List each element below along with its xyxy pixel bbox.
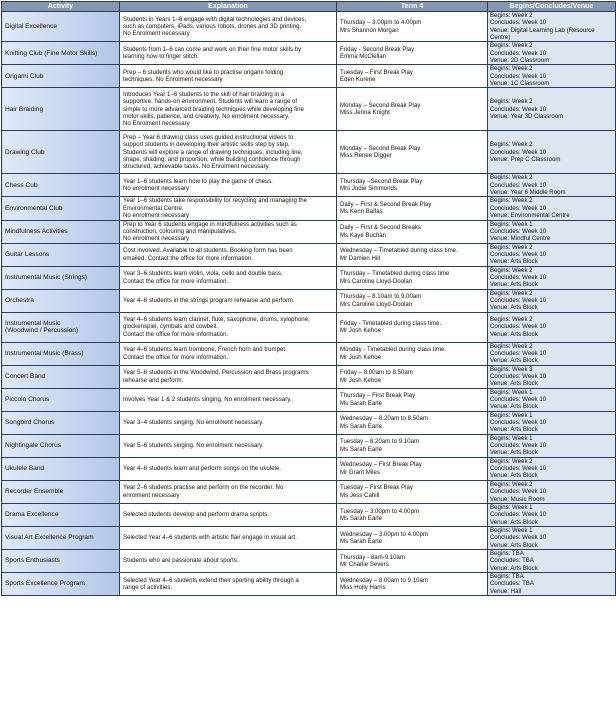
venue-cell <box>488 266 616 289</box>
term-line: Friday - Timetabled during class time. <box>340 319 442 327</box>
term-line: Mrs Caroline Lloyd-Doolan <box>340 300 413 308</box>
explanation-line: Prep to Year 6 students engage in mindfulness activities such as <box>123 220 297 228</box>
term-line: Tuesday – 3.00pm to 4.00pm <box>340 507 420 515</box>
explanation-line: Year 2–6 students practise and perform on the recorder. No <box>123 484 284 492</box>
table-row <box>2 312 616 342</box>
term-cell <box>337 266 488 289</box>
explanation-line: No enrolment necessary <box>123 235 190 243</box>
venue-line: Concludes: Week 10 <box>490 105 547 113</box>
venue-line: Begins: Week 2 <box>490 12 533 19</box>
term-line: Thursday – 3.00pm to 4.00pm <box>340 19 422 27</box>
venue-line: Venue: Arts Block <box>490 541 538 549</box>
activity-cell: Recorder Ensemble <box>2 480 120 503</box>
activities-table <box>1 1 616 596</box>
venue-line: Concludes: Week 10 <box>490 534 547 542</box>
venue-line: Concludes: Week 10 <box>490 273 547 281</box>
term-line: Tuesday – First Break Play <box>340 69 413 77</box>
table-row <box>2 526 616 549</box>
venue-line: Begins: Week 2 <box>490 42 533 50</box>
explanation-cell <box>120 174 337 197</box>
activity-cell: Concert Band <box>2 365 120 388</box>
venue-line: Begins: Week 1 <box>490 503 533 511</box>
venue-line: Venue: Arts Block <box>490 403 538 411</box>
venue-cell <box>488 572 616 595</box>
explanation-cell <box>120 342 337 365</box>
explanation-line: Selected students develop and perform drama scripts. <box>123 511 269 519</box>
table-header-row <box>2 2 616 12</box>
venue-line: Venue: Prep C Classroom <box>490 156 561 164</box>
explanation-cell <box>120 572 337 595</box>
venue-line: Concludes: Week 10 <box>490 442 547 450</box>
explanation-cell <box>120 266 337 289</box>
venue-line: Begins: Week 1 <box>490 411 533 419</box>
venue-line: Begins: Week 1 <box>490 388 533 396</box>
venue-line: Venue: Arts Block <box>490 449 538 457</box>
term-line: Mrs Shannon Morgan <box>340 26 399 34</box>
term-line: Friday – 8.00am to 8.50am <box>340 369 413 377</box>
explanation-cell <box>120 88 337 131</box>
venue-line: Begins: Week 2 <box>490 98 533 106</box>
explanation-line: simple to more advanced braiding techniques while developing fine <box>123 105 304 113</box>
explanation-line: Year 4–6 students in the strings program rehearse and perform. <box>123 296 295 304</box>
activity-cell: Instrumental Music (Woodwind / Percussion) <box>2 312 120 342</box>
venue-cell <box>488 243 616 266</box>
term-line: Mr Charlie Severs <box>340 560 389 568</box>
explanation-line: emailed. Contact the office for more information. <box>123 254 253 262</box>
activity-cell: Hair Braiding <box>2 88 120 131</box>
term-line: Thursday – 8.10am to 9.00am <box>340 293 422 301</box>
venue-cell <box>488 549 616 572</box>
venue-line: Concludes: Week 10 <box>490 49 547 57</box>
activity-cell: Drama Excellence <box>2 503 120 526</box>
venue-cell <box>488 312 616 342</box>
venue-line: Begins: Week 2 <box>490 316 533 324</box>
venue-line: Begins: Week 2 <box>490 457 533 465</box>
activity-cell: Piccolo Chorus <box>2 388 120 411</box>
table-row <box>2 197 616 220</box>
term-line: Wednesday – 3.00pm to 4.00pm <box>340 530 428 538</box>
table-row <box>2 457 616 480</box>
venue-line: Begins: Week 1 <box>490 526 533 534</box>
explanation-line: range of activities. <box>123 583 173 591</box>
term-cell <box>337 434 488 457</box>
venue-cell <box>488 411 616 434</box>
venue-cell <box>488 457 616 480</box>
term-line: Thursday – First Break Play <box>340 392 416 400</box>
venue-line: Concludes: Week 10 <box>490 204 547 212</box>
table-row <box>2 289 616 312</box>
explanation-cell <box>120 42 337 65</box>
venue-line: Concludes: Week 10 <box>490 296 547 304</box>
table-row <box>2 220 616 243</box>
activity-cell: Visual Art Excellence Program <box>2 526 120 549</box>
explanation-cell <box>120 220 337 243</box>
venue-line: Venue: Hall <box>490 587 522 595</box>
table-row <box>2 480 616 503</box>
activity-cell: Songbird Chorus <box>2 411 120 434</box>
term-line: Tuesday – First Break Play <box>340 484 413 492</box>
venue-cell <box>488 174 616 197</box>
term-line: Ms Sarah Earle <box>340 537 382 545</box>
term-line: Miss Holly Harris <box>340 583 386 591</box>
explanation-line: Year 1–6 students take responsibility for recycling and managing the <box>123 197 308 205</box>
explanation-line: Contact the office for more information. <box>123 330 229 338</box>
explanation-line: Selected Year 4–6 students with artistic flair engage in visual art. <box>123 534 297 542</box>
explanation-cell <box>120 388 337 411</box>
table-row <box>2 65 616 88</box>
venue-line: Concludes: Week 10 <box>490 488 547 496</box>
explanation-line: such as computers, iPads, various robots, drones and 3D printing. <box>123 23 302 31</box>
table-row <box>2 365 616 388</box>
venue-line: Begins: Week 3 <box>490 365 533 373</box>
venue-line: Venue: Year 3D Classroom <box>490 113 564 121</box>
table-row <box>2 174 616 197</box>
table-row <box>2 131 616 174</box>
venue-cell <box>488 503 616 526</box>
term-line: Monday – Second Break Play <box>340 145 421 153</box>
venue-line: Venue: Arts Block <box>490 518 538 526</box>
venue-line: Begins: Week 2 <box>490 141 533 149</box>
explanation-cell <box>120 503 337 526</box>
table-row <box>2 88 616 131</box>
term-line: Wednesday – First Break Play <box>340 461 422 469</box>
term-cell <box>337 526 488 549</box>
explanation-line: support students in developing their artistic skills step by step. <box>123 141 290 149</box>
venue-line: Concludes: Week 10 <box>490 181 547 189</box>
venue-line: Concludes: Week 10 <box>490 349 547 357</box>
term-line: Mr Damien Hill <box>340 254 380 262</box>
explanation-cell <box>120 243 337 266</box>
activity-cell: Mindfulness Activities <box>2 220 120 243</box>
explanation-line: Year 5–6 students in the Woodwind, Percussion and Brass programs <box>123 369 309 377</box>
venue-line: Concludes: Week 10 <box>490 511 547 519</box>
term-line: Wednesday – 8.20am to 8.50am <box>340 415 428 423</box>
term-cell <box>337 12 488 42</box>
term-cell <box>337 365 488 388</box>
table-row <box>2 411 616 434</box>
explanation-line: No enrolment necessary <box>123 212 190 220</box>
explanation-cell <box>120 434 337 457</box>
venue-line: Concludes: Week 10 <box>490 250 547 258</box>
table-row <box>2 503 616 526</box>
venue-line: Begins: Week 2 <box>490 289 533 297</box>
activity-cell: Instrumental Music (Brass) <box>2 342 120 365</box>
table-row <box>2 12 616 42</box>
term-cell <box>337 549 488 572</box>
explanation-line: Prep – Year 6 drawing class uses guided instructional videos to <box>123 134 294 142</box>
activity-cell: Orchestra <box>2 289 120 312</box>
explanation-line: supportive, hands-on environment. Students will learn a range of <box>123 98 298 106</box>
venue-line: Begins: Week 2 <box>490 174 533 182</box>
explanation-line: Contact the office for more information. <box>123 277 229 285</box>
venue-cell <box>488 388 616 411</box>
activity-cell: Drawing Club <box>2 131 120 174</box>
explanation-line: Introduces Year 1–6 students to the skill of hair braiding in a <box>123 91 285 99</box>
term-line: Ms Sarah Earle <box>340 445 382 453</box>
venue-line: Begins: TBA <box>490 549 524 557</box>
term-line: Thursday - 8am-9.10am <box>340 553 406 561</box>
activity-cell: Digital Excellence <box>2 12 120 42</box>
venue-cell <box>488 131 616 174</box>
venue-line: Begins: TBA <box>490 572 524 580</box>
term-line: Tuesday – 8.20am to 9.10am <box>340 438 420 446</box>
term-cell <box>337 388 488 411</box>
explanation-cell <box>120 289 337 312</box>
term-cell <box>337 88 488 131</box>
activity-cell: Sports Excellence Program <box>2 572 120 595</box>
venue-line: Begins: Week 2 <box>490 243 533 251</box>
table-row <box>2 572 616 595</box>
term-cell <box>337 411 488 434</box>
explanation-line: Involves Year 1 & 2 students singing. No enrolment necessary. <box>123 396 292 404</box>
venue-line: Venue: Digital Learning Lab (Resource <box>490 26 595 34</box>
explanation-line: Year 5–6 students singing. No enrolment necessary. <box>123 442 264 450</box>
term-line: Mrs Jodie Simmonds <box>340 185 397 193</box>
term-cell <box>337 312 488 342</box>
explanation-line: Students who are passionate about sports. <box>123 557 239 565</box>
term-cell <box>337 42 488 65</box>
term-line: Eden Kurene <box>340 76 376 84</box>
explanation-line: Year 3–4 students singing. No enrolment necessary. <box>123 419 264 427</box>
venue-line: Venue: Arts Block <box>490 281 538 289</box>
venue-line: Venue: Music Room <box>490 495 545 503</box>
explanation-line: shape, shading, and proportion, while building confidence through <box>123 156 301 164</box>
explanation-line: Prep – 6 students who would like to practise origami folding <box>123 69 284 77</box>
venue-cell <box>488 342 616 365</box>
term-cell <box>337 174 488 197</box>
header-term: Term 4 <box>337 2 488 12</box>
explanation-line: No Enrolment necessary <box>123 30 190 38</box>
term-line: Daily – First & Second Break Play <box>340 201 432 209</box>
term-cell <box>337 220 488 243</box>
venue-line: Venue: Arts Block <box>490 304 538 312</box>
venue-cell <box>488 526 616 549</box>
explanation-line: Year 3–6 students learn violin, viola, cello and double bass. <box>123 270 283 278</box>
term-line: Mr Grant Miles <box>340 468 380 476</box>
table-row <box>2 42 616 65</box>
term-cell <box>337 457 488 480</box>
header-venue: Begins/Concludes/Venue <box>488 2 616 12</box>
venue-line: Concludes: Week 10 <box>490 72 547 80</box>
venue-line: Concludes: Week 10 <box>490 323 547 331</box>
explanation-line: techniques. No Enrolment necessary <box>123 76 223 84</box>
explanation-line: construction, colouring and manipulatives. <box>123 227 237 235</box>
explanation-line: Year 1–6 students learn how to play the game of chess. <box>123 178 273 186</box>
venue-line: Centre) <box>490 34 511 42</box>
activity-cell: Sports Enthusiasts <box>2 549 120 572</box>
venue-line: Venue: Arts Block <box>490 426 538 434</box>
venue-cell <box>488 88 616 131</box>
term-line: Ms Sarah Earle <box>340 399 382 407</box>
activity-cell: Nightingale Chorus <box>2 434 120 457</box>
term-cell <box>337 243 488 266</box>
explanation-line: Students will explore a range of drawing techniques, including line, <box>123 148 303 156</box>
term-line: Wednesday – 8.00am to 9.10am <box>340 576 428 584</box>
term-cell <box>337 503 488 526</box>
venue-line: Begins: Week 2 <box>490 197 533 205</box>
venue-line: Venue: 2D Classroom <box>490 57 550 65</box>
term-line: Mrs Caroline Lloyd-Doolan <box>340 277 413 285</box>
venue-cell <box>488 65 616 88</box>
explanation-line: Year 4–6 students learn and perform songs on the ukulele. <box>123 465 281 473</box>
explanation-line: Students in Years 1–6 engage with digital technologies and devices, <box>123 15 307 23</box>
explanation-line: learning how to finger stitch. <box>123 53 199 61</box>
table-row <box>2 388 616 411</box>
venue-line: Venue: Arts Block <box>490 357 538 365</box>
explanation-cell <box>120 457 337 480</box>
venue-line: Venue: Arts Block <box>490 564 538 572</box>
venue-line: Concludes: Week 10 <box>490 373 547 380</box>
table-row <box>2 434 616 457</box>
term-cell <box>337 572 488 595</box>
venue-line: Concludes: TBA <box>490 580 534 588</box>
term-cell <box>337 197 488 220</box>
venue-line: Venue: Mindful Centre <box>490 235 551 243</box>
term-line: Mr Josh Kehoe <box>340 353 381 361</box>
term-line: Emma McClellan <box>340 53 387 61</box>
term-cell <box>337 480 488 503</box>
explanation-line: Year 4–6 students learn trombone, French horn and trumpet. <box>123 346 287 354</box>
explanation-line: Environmental Centre. <box>123 204 184 212</box>
term-line: Ms Jess Cahill <box>340 491 380 499</box>
venue-cell <box>488 12 616 42</box>
venue-line: Venue: Arts Block <box>490 472 538 480</box>
term-cell <box>337 65 488 88</box>
venue-line: Concludes: Week 10 <box>490 148 547 156</box>
venue-line: Venue: Year 6 Middle Room <box>490 189 566 197</box>
venue-line: Begins: Week 2 <box>490 65 533 73</box>
explanation-cell <box>120 411 337 434</box>
explanation-line: No enrolment necessary <box>123 185 190 193</box>
explanation-cell <box>120 526 337 549</box>
venue-line: Concludes: Week 10 <box>490 227 547 235</box>
explanation-line: motor skills, patience, and creativity. No enrolment necessary. <box>123 113 290 121</box>
table-row <box>2 266 616 289</box>
term-cell <box>337 342 488 365</box>
explanation-line: rehearse and perform. <box>123 376 184 384</box>
explanation-line: Students from 1–6 can come and work on their fine motor skills by <box>123 46 302 54</box>
venue-line: Concludes: Week 10 <box>490 465 547 473</box>
explanation-line: Contact the office for more information. <box>123 353 229 361</box>
term-line: Ms Kenn Balfas <box>340 208 383 216</box>
term-line: Monday – Second Break Play <box>340 102 421 110</box>
venue-cell <box>488 220 616 243</box>
venue-cell <box>488 289 616 312</box>
term-line: Mr Josh Kehoe <box>340 376 381 384</box>
activity-cell: Chess Cub <box>2 174 120 197</box>
venue-cell <box>488 365 616 388</box>
venue-line: Concludes: Week 10 <box>490 396 547 404</box>
explanation-cell <box>120 131 337 174</box>
venue-line: Concludes: TBA <box>490 557 534 565</box>
venue-line: Concludes: Week 10 <box>490 19 547 27</box>
explanation-line: Year 4–6 students learn clarinet, flute, saxophone, drums, xylophone, <box>123 316 310 324</box>
table-row <box>2 549 616 572</box>
venue-line: Begins: Week 2 <box>490 266 533 274</box>
explanation-line: Cost involved. Available to all students. Booking form has been <box>123 247 293 255</box>
term-cell <box>337 131 488 174</box>
header-activity: Activity <box>2 2 120 12</box>
explanation-cell <box>120 365 337 388</box>
venue-line: Venue: 1C Classroom <box>490 80 550 88</box>
venue-line: Begins: Week 2 <box>490 480 533 488</box>
explanation-line: structured, achievable tasks. No Enrolment necessary. <box>123 163 270 171</box>
term-line: Miss Renee Digger <box>340 152 392 160</box>
venue-line: Begins: Week 2 <box>490 342 533 350</box>
explanation-cell <box>120 65 337 88</box>
venue-line: Venue: Environmental Centre <box>490 212 570 220</box>
term-line: Monday - Timetabled during class time. <box>340 346 447 354</box>
explanation-cell <box>120 480 337 503</box>
term-line: Thursday –Second Break Play <box>340 178 423 186</box>
venue-line: Venue: Arts Block <box>490 330 538 338</box>
term-line: Thursday – Timetabled during class time <box>340 270 450 278</box>
term-line: Friday - Second Break Play <box>340 46 415 54</box>
activity-cell: Instrumental Music (Strings) <box>2 266 120 289</box>
explanation-line: No Enrolment necessary <box>123 120 190 128</box>
venue-line: Venue: Arts Block <box>490 380 538 388</box>
venue-line: Begins: Week 1 <box>490 434 533 442</box>
explanation-line: glockenspiel, cymbals and cowbell. <box>123 323 218 331</box>
venue-cell <box>488 434 616 457</box>
term-line: Wednesday – Timetabled during class time. <box>340 247 458 255</box>
explanation-cell <box>120 312 337 342</box>
venue-line: Concludes: Week 10 <box>490 419 547 427</box>
term-line: Ms Kaye Buchan <box>340 231 387 239</box>
activity-cell: Guitar Lessons <box>2 243 120 266</box>
header-explanation: Explanation <box>120 2 337 12</box>
term-line: Ms Sarah Earle <box>340 422 382 430</box>
venue-line: Begins: Week 1 <box>490 220 533 228</box>
activity-cell: Knitting Club (Fine Motor Skills) <box>2 42 120 65</box>
term-line: Ms Sarah Earle <box>340 514 382 522</box>
venue-cell <box>488 42 616 65</box>
term-cell <box>337 289 488 312</box>
table-row <box>2 243 616 266</box>
explanation-line: enrolment necessary <box>123 491 180 499</box>
activity-cell: Origami Club <box>2 65 120 88</box>
activity-cell: Environmental Club <box>2 197 120 220</box>
table-row <box>2 342 616 365</box>
term-line: Mr Josh Kehoe <box>340 327 381 335</box>
term-line: Daily – First & Second Breaks <box>340 224 421 232</box>
activity-cell: Ukulele Band <box>2 457 120 480</box>
explanation-cell <box>120 549 337 572</box>
venue-cell <box>488 197 616 220</box>
venue-line: Venue: Arts Block <box>490 258 538 266</box>
explanation-cell <box>120 12 337 42</box>
explanation-cell <box>120 197 337 220</box>
venue-cell <box>488 480 616 503</box>
explanation-line: Selected Year 4–6 students extend their sporting ability through a <box>123 576 299 584</box>
term-line: Miss Jenna Knight <box>340 109 390 117</box>
